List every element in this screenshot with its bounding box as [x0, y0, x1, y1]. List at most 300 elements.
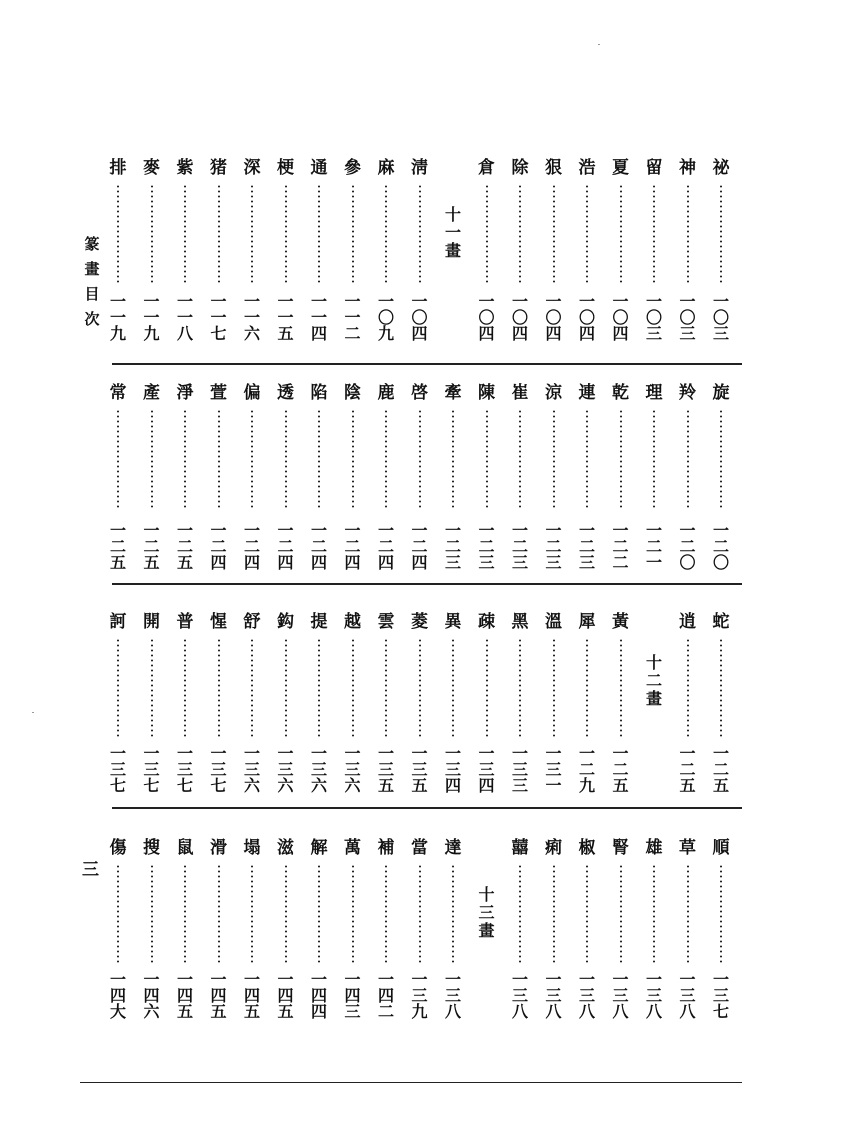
dot-leader	[151, 184, 153, 284]
index-entry	[639, 383, 669, 575]
entry-character: 紫	[176, 158, 194, 178]
entry-page-number: 一 〇 九	[377, 292, 394, 343]
dot-leader	[251, 864, 253, 964]
dot-leader	[720, 184, 722, 284]
entry-character: 搜	[143, 838, 160, 858]
dot-leader	[117, 864, 119, 964]
dot-leader	[553, 864, 555, 964]
entry-character: 陳	[478, 383, 495, 403]
index-entry	[371, 158, 401, 346]
dot-leader	[620, 864, 622, 964]
dot-leader	[620, 638, 622, 738]
entry-page-number: 一 二 三	[511, 521, 528, 572]
entry-page-number: 一 二 四	[377, 521, 394, 572]
dot-leader	[318, 864, 320, 964]
index-entry	[505, 838, 535, 1024]
entry-character: 連	[578, 383, 596, 403]
entry-character: 啓	[411, 383, 428, 403]
index-tier-1	[0, 158, 866, 368]
entry-page-number: 一 一 二	[344, 292, 361, 343]
index-entry	[438, 383, 468, 575]
entry-page-number: 一 二 五	[612, 744, 629, 795]
dot-leader	[285, 184, 287, 284]
side-title-char: 畫	[84, 260, 100, 278]
dot-leader	[151, 638, 153, 738]
entry-character: 犀	[578, 612, 596, 632]
index-entry	[304, 158, 334, 346]
dot-leader	[385, 864, 387, 964]
index-entry	[606, 612, 636, 798]
dot-leader	[553, 409, 555, 509]
index-entry	[137, 383, 167, 575]
index-entry	[405, 612, 435, 798]
entry-page-number: 一 二 三	[578, 521, 595, 572]
entry-page-number: 一 二 五	[679, 744, 696, 795]
entry-page-number: 一 三 八	[511, 970, 528, 1021]
index-entry	[405, 383, 435, 575]
entry-character: 透	[277, 383, 294, 403]
entry-page-number: 一 三 八	[578, 970, 595, 1021]
entry-character: 草	[679, 838, 696, 858]
stroke-count-header: 十 一 畫	[444, 205, 461, 260]
side-title-char: 次	[84, 310, 100, 328]
index-entry	[103, 838, 133, 1024]
entry-character: 除	[511, 158, 529, 178]
divider-rule	[112, 583, 742, 585]
entry-page-number: 一 二 五	[712, 744, 729, 795]
dot-leader	[318, 409, 320, 509]
index-entry	[304, 383, 334, 575]
entry-page-number: 一 四 大	[109, 970, 126, 1021]
dot-leader	[620, 184, 622, 284]
stroke-count-header: 十 三 畫	[478, 885, 495, 940]
index-entry	[371, 383, 401, 575]
index-entry	[170, 158, 200, 346]
dot-leader	[117, 409, 119, 509]
index-entry	[606, 383, 636, 575]
entry-character: 痢	[545, 838, 562, 858]
index-entry	[103, 383, 133, 575]
entry-character: 理	[645, 383, 663, 403]
dot-leader	[285, 638, 287, 738]
dot-leader	[352, 864, 354, 964]
dot-leader	[586, 184, 588, 284]
entry-page-number: 一 四 五	[176, 970, 193, 1021]
entry-character: 疎	[478, 612, 495, 632]
entry-page-number: 一 二 四	[243, 521, 260, 572]
entry-page-number: 一 四 五	[210, 970, 227, 1021]
index-entry	[304, 838, 334, 1024]
dot-leader	[285, 409, 287, 509]
index-entry	[204, 383, 234, 575]
entry-page-number: 一 一 八	[176, 292, 193, 343]
entry-page-number: 一 二 〇	[679, 521, 696, 572]
dot-leader	[486, 638, 488, 738]
entry-page-number: 一 四 四	[310, 970, 327, 1021]
entry-page-number: 一 三 四	[478, 744, 495, 795]
dot-leader	[385, 409, 387, 509]
index-tier-4	[0, 838, 866, 1038]
entry-character: 雲	[377, 612, 395, 632]
index-entry	[137, 158, 167, 346]
entry-character: 淨	[176, 383, 194, 403]
index-entry	[338, 158, 368, 346]
entry-page-number: 一 三 六	[310, 744, 327, 795]
entry-page-number: 一 三 八	[545, 970, 562, 1021]
index-entry	[405, 838, 435, 1024]
entry-character: 補	[377, 838, 395, 858]
dot-leader	[151, 409, 153, 509]
entry-character: 惺	[210, 612, 227, 632]
entry-character: 異	[444, 612, 462, 632]
entry-character: 排	[109, 158, 127, 178]
entry-page-number: 一 四 二	[377, 970, 394, 1021]
entry-page-number: 一 二 五	[109, 521, 126, 572]
index-entry	[271, 158, 301, 346]
entry-character: 達	[444, 838, 462, 858]
entry-page-number: 一 三 八	[444, 970, 461, 1021]
entry-page-number: 一 二 三	[545, 521, 562, 572]
entry-page-number: 一 三 三	[511, 744, 528, 795]
index-entry	[170, 612, 200, 798]
dot-leader	[687, 638, 689, 738]
entry-page-number: 一 一 六	[243, 292, 260, 343]
entry-character: 涼	[545, 383, 562, 403]
entry-character: 傷	[109, 838, 127, 858]
index-entry	[706, 158, 736, 346]
dot-leader	[586, 638, 588, 738]
entry-character: 椒	[578, 838, 596, 858]
entry-page-number: 一 二 四	[344, 521, 361, 572]
entry-character: 溫	[545, 612, 562, 632]
index-entry	[438, 838, 468, 1024]
entry-character: 順	[712, 838, 730, 858]
entry-character: 鹿	[377, 383, 395, 403]
entry-page-number: 一 二 〇	[712, 521, 729, 572]
entry-character: 菱	[411, 612, 428, 632]
entry-character: 萬	[344, 838, 361, 858]
index-entry	[170, 838, 200, 1024]
entry-page-number: 一 三 五	[377, 744, 394, 795]
entry-character: 猪	[210, 158, 227, 178]
dot-leader	[419, 184, 421, 284]
entry-character: 陷	[310, 383, 328, 403]
dot-leader	[218, 184, 220, 284]
index-entry	[539, 838, 569, 1024]
entry-page-number: 一 〇 三	[712, 292, 729, 343]
index-entry	[673, 838, 703, 1024]
entry-page-number: 一 三 八	[612, 970, 629, 1021]
index-entry	[539, 612, 569, 798]
entry-character: 麻	[377, 158, 395, 178]
divider-rule	[112, 363, 742, 365]
entry-page-number: 一 三 七	[143, 744, 160, 795]
index-entry	[673, 383, 703, 575]
entry-character: 黑	[511, 612, 529, 632]
dot-leader	[720, 638, 722, 738]
dot-leader	[519, 409, 521, 509]
entry-page-number: 一 二 五	[176, 521, 193, 572]
index-entry	[472, 158, 502, 346]
entry-page-number: 一 一 九	[109, 292, 126, 343]
index-entry	[237, 612, 267, 798]
page-number: 三	[82, 860, 99, 880]
entry-character: 狠	[545, 158, 562, 178]
dot-leader	[553, 184, 555, 284]
index-tier-3	[0, 612, 866, 812]
entry-character: 開	[143, 612, 160, 632]
index-entry	[539, 158, 569, 346]
entry-page-number: 一 〇 三	[679, 292, 696, 343]
entry-character: 淸	[411, 158, 428, 178]
dot-leader	[720, 409, 722, 509]
entry-page-number: 一 二 九	[578, 744, 595, 795]
dot-leader	[318, 184, 320, 284]
scan-speck	[32, 712, 34, 713]
entry-character: 滋	[277, 838, 294, 858]
entry-character: 黃	[612, 612, 629, 632]
entry-character: 滑	[210, 838, 227, 858]
entry-page-number: 一 三 六	[243, 744, 260, 795]
dot-leader	[419, 409, 421, 509]
dot-leader	[620, 409, 622, 509]
dot-leader	[653, 864, 655, 964]
index-entry	[505, 612, 535, 798]
dot-leader	[419, 864, 421, 964]
dot-leader	[452, 864, 454, 964]
entry-page-number: 一 二 三	[478, 521, 495, 572]
index-entry	[271, 612, 301, 798]
entry-character: 通	[310, 158, 328, 178]
entry-page-number: 一 三 六	[277, 744, 294, 795]
index-entry	[137, 838, 167, 1024]
entry-character: 逍	[679, 612, 696, 632]
index-entry	[237, 838, 267, 1024]
entry-page-number: 一 四 五	[277, 970, 294, 1021]
index-entry	[639, 158, 669, 346]
entry-page-number: 一 三 八	[679, 970, 696, 1021]
entry-character: 越	[344, 612, 361, 632]
index-entry	[204, 838, 234, 1024]
dot-leader	[218, 638, 220, 738]
entry-page-number: 一 三 八	[645, 970, 662, 1021]
entry-page-number: 一 三 四	[444, 744, 461, 795]
entry-character: 神	[679, 158, 696, 178]
dot-leader	[486, 184, 488, 284]
index-entry	[706, 383, 736, 575]
entry-page-number: 一 三 六	[344, 744, 361, 795]
entry-character: 陰	[344, 383, 361, 403]
entry-character: 參	[344, 158, 361, 178]
dot-leader	[151, 864, 153, 964]
entry-page-number: 一 三 七	[210, 744, 227, 795]
entry-character: 當	[411, 838, 428, 858]
entry-character: 萱	[210, 383, 227, 403]
entry-page-number: 一 二 四	[411, 521, 428, 572]
entry-character: 鈎	[277, 612, 294, 632]
stroke-count-header: 十 二 畫	[645, 653, 662, 708]
dot-leader	[251, 184, 253, 284]
entry-page-number: 一 四 五	[243, 970, 260, 1021]
entry-character: 麥	[143, 158, 160, 178]
dot-leader	[653, 184, 655, 284]
entry-page-number: 一 三 五	[411, 744, 428, 795]
entry-character: 囍	[511, 838, 529, 858]
index-entry	[673, 612, 703, 798]
entry-character: 鼠	[176, 838, 194, 858]
entry-character: 提	[310, 612, 328, 632]
index-entry	[572, 383, 602, 575]
entry-page-number: 一 〇 三	[645, 292, 662, 343]
entry-character: 普	[176, 612, 194, 632]
entry-page-number: 一 二 五	[143, 521, 160, 572]
index-entry	[170, 383, 200, 575]
index-entry	[371, 838, 401, 1024]
index-entry	[539, 383, 569, 575]
index-entry	[505, 158, 535, 346]
entry-character: 夏	[612, 158, 629, 178]
entry-page-number: 一 三 一	[545, 744, 562, 795]
dot-leader	[586, 864, 588, 964]
index-entry	[304, 612, 334, 798]
entry-character: 祕	[712, 158, 730, 178]
dot-leader	[117, 184, 119, 284]
entry-character: 訶	[109, 612, 127, 632]
entry-character: 偏	[243, 383, 261, 403]
index-entry	[338, 612, 368, 798]
entry-page-number: 一 一 五	[277, 292, 294, 343]
entry-page-number: 一 一 七	[210, 292, 227, 343]
dot-leader	[687, 184, 689, 284]
index-entry	[405, 158, 435, 346]
dot-leader	[184, 409, 186, 509]
index-entry	[572, 612, 602, 798]
entry-character: 崔	[511, 383, 529, 403]
entry-page-number: 一 三 九	[411, 970, 428, 1021]
index-entry	[472, 383, 502, 575]
entry-page-number: 一 三 七	[109, 744, 126, 795]
dot-leader	[251, 409, 253, 509]
index-entry	[371, 612, 401, 798]
entry-character: 腎	[612, 838, 629, 858]
dot-leader	[519, 638, 521, 738]
index-entry	[606, 158, 636, 346]
dot-leader	[184, 864, 186, 964]
entry-page-number: 一 四 六	[143, 970, 160, 1021]
entry-page-number: 一 〇 四	[545, 292, 562, 343]
index-entry	[706, 612, 736, 798]
entry-character: 羚	[679, 383, 696, 403]
index-entry	[673, 158, 703, 346]
entry-character: 產	[143, 383, 160, 403]
entry-character: 常	[109, 383, 127, 403]
index-entry	[103, 612, 133, 798]
dot-leader	[352, 184, 354, 284]
entry-page-number: 一 〇 四	[578, 292, 595, 343]
entry-character: 浩	[578, 158, 596, 178]
index-entry	[505, 383, 535, 575]
index-entry	[271, 838, 301, 1024]
index-entry	[639, 838, 669, 1024]
entry-character: 舒	[243, 612, 261, 632]
dot-leader	[687, 864, 689, 964]
index-tier-2	[0, 383, 866, 593]
index-entry	[706, 838, 736, 1024]
entry-page-number: 一 四 三	[344, 970, 361, 1021]
dot-leader	[218, 864, 220, 964]
entry-character: 乾	[612, 383, 629, 403]
dot-leader	[218, 409, 220, 509]
dot-leader	[486, 409, 488, 509]
entry-page-number: 一 二 四	[210, 521, 227, 572]
entry-character: 梗	[277, 158, 294, 178]
entry-character: 留	[645, 158, 663, 178]
index-entry	[103, 158, 133, 346]
dot-leader	[285, 864, 287, 964]
dot-leader	[251, 638, 253, 738]
dot-leader	[318, 638, 320, 738]
entry-page-number: 一 二 四	[310, 521, 327, 572]
index-entry	[338, 383, 368, 575]
dot-leader	[586, 409, 588, 509]
side-title-char: 篆	[84, 235, 100, 253]
index-entry	[237, 158, 267, 346]
scan-speck	[598, 44, 600, 45]
index-entry	[271, 383, 301, 575]
index-entry	[204, 612, 234, 798]
dot-leader	[519, 864, 521, 964]
entry-page-number: 一 〇 四	[612, 292, 629, 343]
dot-leader	[385, 638, 387, 738]
index-entry	[572, 158, 602, 346]
dot-leader	[720, 864, 722, 964]
index-entry	[237, 383, 267, 575]
dot-leader	[419, 638, 421, 738]
index-entry	[572, 838, 602, 1024]
index-entry	[137, 612, 167, 798]
side-title-char: 目	[84, 285, 100, 303]
entry-page-number: 一 〇 四	[411, 292, 428, 343]
entry-page-number: 一 二 二	[612, 521, 629, 572]
index-entry	[338, 838, 368, 1024]
entry-character: 解	[310, 838, 328, 858]
entry-page-number: 一 三 七	[712, 970, 729, 1021]
entry-character: 塌	[243, 838, 261, 858]
entry-page-number: 一 〇 四	[478, 292, 495, 343]
entry-page-number: 一 三 七	[176, 744, 193, 795]
dot-leader	[519, 184, 521, 284]
dot-leader	[452, 638, 454, 738]
entry-character: 倉	[478, 158, 495, 178]
entry-page-number: 一 一 九	[143, 292, 160, 343]
entry-character: 牽	[444, 383, 462, 403]
dot-leader	[352, 638, 354, 738]
dot-leader	[452, 409, 454, 509]
entry-character: 深	[243, 158, 261, 178]
bottom-rule	[80, 1082, 742, 1083]
entry-character: 旋	[712, 383, 730, 403]
entry-page-number: 一 二 三	[444, 521, 461, 572]
index-entry	[438, 612, 468, 798]
index-entry	[204, 158, 234, 346]
dot-leader	[385, 184, 387, 284]
entry-page-number: 一 〇 四	[511, 292, 528, 343]
entry-page-number: 一 二 四	[277, 521, 294, 572]
entry-page-number: 一 二 一	[645, 521, 662, 572]
dot-leader	[184, 184, 186, 284]
entry-character: 雄	[645, 838, 663, 858]
divider-rule	[112, 807, 742, 809]
